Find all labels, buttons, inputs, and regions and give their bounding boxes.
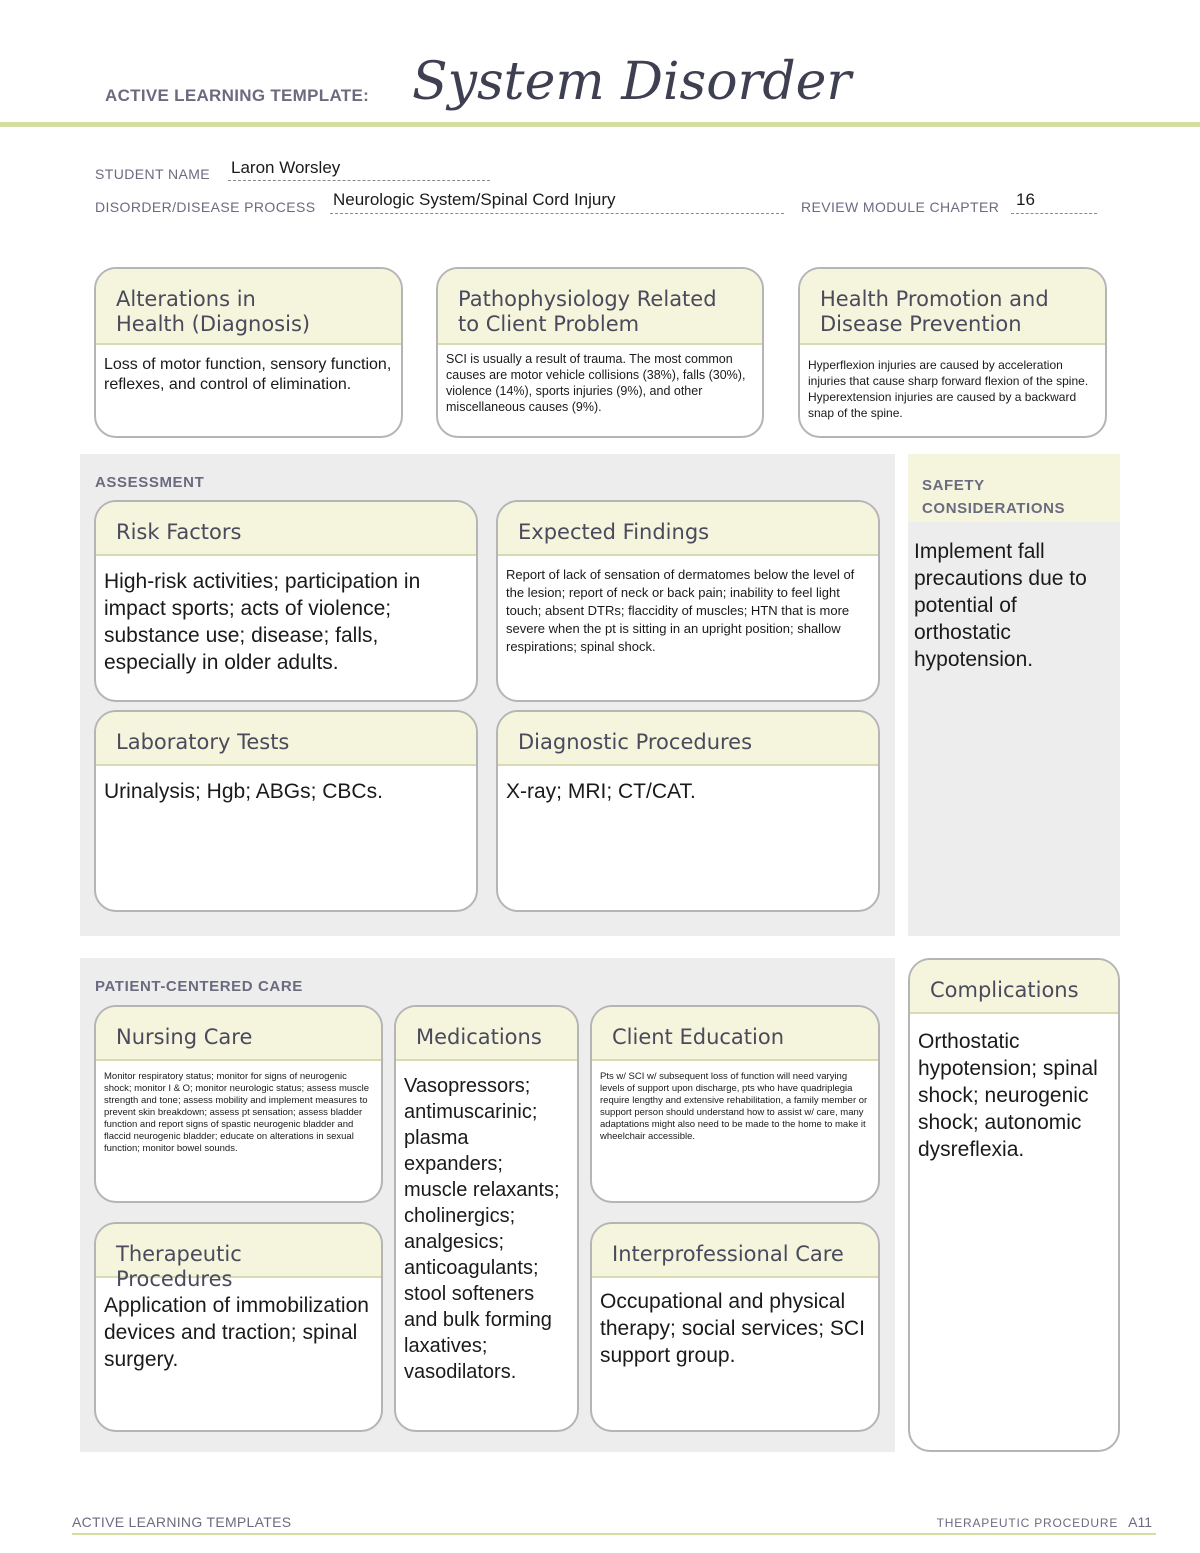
health-promotion-body[interactable]: Hyperflexion injuries are caused by acceleration injuries that cause sharp forward flexion of the spine. Hyperextension injuries are caused by a backward snap of the spine.	[808, 358, 1089, 420]
laboratory-tests-box	[94, 710, 478, 912]
safety-label-line2: CONSIDERATIONS	[922, 500, 1066, 517]
interprofessional-care-header	[592, 1224, 878, 1278]
safety-section	[908, 454, 1120, 936]
student-name-value: Laron Worsley	[231, 158, 341, 177]
complications-box	[908, 958, 1120, 1452]
nursing-care-header	[96, 1007, 381, 1061]
safety-body[interactable]: Implement fall precautions due to potential of orthostatic hypotension.	[914, 540, 1087, 671]
alterations-title-line2: Health (Diagnosis)	[116, 312, 311, 336]
footer-divider	[72, 1533, 1156, 1535]
therapeutic-procedures-title: Therapeutic Procedures	[116, 1242, 242, 1291]
student-name-label: STUDENT NAME	[95, 166, 210, 182]
diagnostic-procedures-title: Diagnostic Procedures	[518, 730, 753, 754]
footer-procedure-label: THERAPEUTIC PROCEDURE	[936, 1516, 1119, 1530]
laboratory-tests-body[interactable]: Urinalysis; Hgb; ABGs; CBCs.	[104, 780, 383, 803]
medications-body[interactable]: Vasopressors; antimuscarinic; plasma expanders; muscle relaxants; cholinergics; analgesics; anticoagulants; stool softeners and bulk forming laxatives; vasodilators.	[404, 1075, 560, 1383]
alterations-header	[96, 269, 401, 345]
nursing-care-title: Nursing Care	[116, 1025, 253, 1049]
diagnostic-procedures-box	[496, 710, 880, 912]
laboratory-tests-title: Laboratory Tests	[116, 730, 290, 754]
medications-title: Medications	[416, 1025, 542, 1049]
interprofessional-care-body[interactable]: Occupational and physical therapy; social services; SCI support group.	[600, 1290, 865, 1367]
therapeutic-procedures-box	[94, 1222, 383, 1432]
disorder-value: Neurologic System/Spinal Cord Injury	[333, 190, 616, 209]
page-title: System Disorder	[412, 52, 852, 112]
chapter-value: 16	[1016, 190, 1035, 209]
health-promotion-title-line2: Disease Prevention	[820, 312, 1022, 336]
patient-care-label: PATIENT-CENTERED CARE	[95, 978, 303, 995]
nursing-care-body[interactable]: Monitor respiratory status; monitor for signs of neurogenic shock; monitor I & O; monitor neurologic status; assess muscle strength and tone; assess mobility and implement measures to prevent skin breakdown; assess pt sensation; assess bladder function and report signs of spastic neurogenic bladder and flaccid neurogenic bladder; educate on alterations in sexual function; monitor bowel sounds.	[104, 1071, 370, 1154]
interprofessional-care-box	[590, 1222, 880, 1432]
complications-header	[910, 960, 1118, 1014]
medications-box	[394, 1005, 579, 1432]
risk-factors-body[interactable]: High-risk activities; participation in impact sports; acts of violence; substance use; disease; falls, especially in older adults.	[104, 570, 421, 674]
risk-factors-title: Risk Factors	[116, 520, 242, 544]
medications-header	[396, 1007, 577, 1061]
client-education-body[interactable]: Pts w/ SCI w/ subsequent loss of function will need varying levels of support upon discharge, pts who have quadriplegia require lengthy and extensive rehabilitation, a family member or support person should understand how to assist w/ care, many adaptations might also need to be made to the home to make it wheelchair accessible.	[600, 1071, 868, 1142]
diagnostic-procedures-header	[498, 712, 878, 766]
nursing-care-box	[94, 1005, 383, 1203]
health-promotion-title-line1: Health Promotion and	[820, 287, 1049, 311]
risk-factors-box	[94, 500, 478, 702]
safety-label-line1: SAFETY	[922, 477, 985, 494]
client-education-title: Client Education	[612, 1025, 785, 1049]
alterations-box	[94, 267, 403, 438]
template-label: ACTIVE LEARNING TEMPLATE:	[105, 86, 370, 105]
pathophysiology-box	[436, 267, 764, 438]
expected-findings-box	[496, 500, 880, 702]
disorder-label: DISORDER/DISEASE PROCESS	[95, 199, 316, 215]
pathophysiology-title-line2: to Client Problem	[458, 312, 640, 336]
safety-label	[922, 474, 1065, 520]
client-education-box	[590, 1005, 880, 1203]
footer-right	[937, 1514, 1152, 1530]
therapeutic-procedures-body[interactable]: Application of immobilization devices and traction; spinal surgery.	[104, 1294, 369, 1371]
complications-body[interactable]: Orthostatic hypotension; spinal shock; neurogenic shock; autonomic dysreflexia.	[918, 1030, 1098, 1161]
assessment-label: ASSESSMENT	[95, 474, 205, 491]
therapeutic-procedures-header	[96, 1224, 381, 1291]
expected-findings-body[interactable]: Report of lack of sensation of dermatomes below the level of the lesion; report of neck or back pain; inability to feel light touch; absent DTRs; flaccidity of muscles; HTN that is more severe when the pt is sitting in an upright position; shallow respirations; spinal shock.	[506, 567, 855, 654]
pathophysiology-body[interactable]: SCI is usually a result of trauma. The most common causes are motor vehicle collisions (38%), falls (30%), violence (14%), sports injuries (9%), and other miscellaneous causes (9%).	[446, 352, 746, 414]
interprofessional-care-title: Interprofessional Care	[612, 1242, 844, 1266]
health-promotion-box	[798, 267, 1107, 438]
risk-factors-header	[96, 502, 476, 556]
expected-findings-title: Expected Findings	[518, 520, 710, 544]
chapter-label: REVIEW MODULE CHAPTER	[801, 199, 1000, 215]
diagnostic-procedures-body[interactable]: X-ray; MRI; CT/CAT.	[506, 780, 696, 803]
pathophysiology-header	[438, 269, 762, 345]
complications-title: Complications	[930, 978, 1079, 1002]
pathophysiology-title-line1: Pathophysiology Related	[458, 287, 717, 311]
header-divider	[0, 122, 1200, 127]
laboratory-tests-header	[96, 712, 476, 766]
alterations-title-line1: Alterations in	[116, 287, 256, 311]
health-promotion-header	[800, 269, 1105, 345]
expected-findings-header	[498, 502, 878, 556]
footer-page-number: A11	[1128, 1514, 1152, 1530]
client-education-header	[592, 1007, 878, 1061]
footer-left: ACTIVE LEARNING TEMPLATES	[72, 1514, 292, 1530]
alterations-body[interactable]: Loss of motor function, sensory function, reflexes, and control of elimination.	[104, 356, 392, 393]
